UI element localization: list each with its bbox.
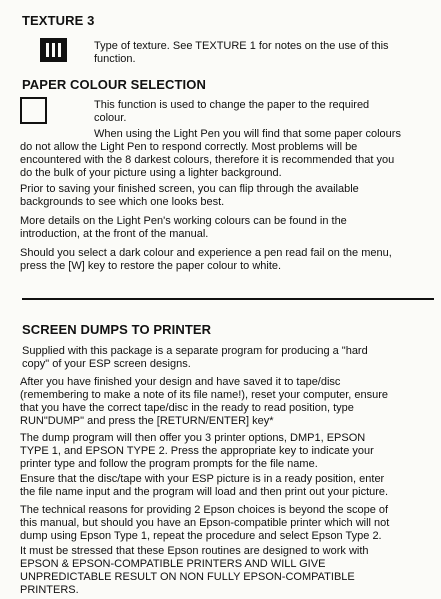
texture-bars-icon — [40, 38, 67, 62]
screen-dumps-para3: The dump program will then offer you 3 printer options, DMP1, EPSON TYPE 1, and EPSON TYPE 2. Press the appropriate key to indicate your printer type and follow the program prompts for the file name. — [20, 432, 374, 470]
screen-dumps-para1: Supplied with this package is a separate program for producing a "hard copy" of your ESP screen designs. — [22, 345, 368, 370]
texture3-description: Type of texture. See TEXTURE 1 for notes on the use of this function. — [94, 40, 389, 65]
paper-colour-para3: More details on the Light Pen's working colours can be found in the introduction, at the front of the manual. — [20, 215, 347, 240]
screen-dumps-para2: After you have finished your design and have saved it to tape/disc (remembering to make a note of its file name!), reset your computer, ensure that you have the correct tape/disc in the ready to read position, type RUN"DUMP" and press the [RETURN/ENTER] key* — [20, 376, 389, 427]
screen-dumps-heading: SCREEN DUMPS TO PRINTER — [22, 322, 212, 337]
paper-colour-para2: Prior to saving your finished screen, you can flip through the available backgrounds to see which one looks best. — [20, 183, 359, 208]
paper-blank-icon — [20, 97, 47, 124]
paper-colour-para4: Should you select a dark colour and experience a pen read fail on the menu, press the [W] key to restore the paper colour to white. — [20, 247, 392, 272]
paper-colour-description: This function is used to change the paper to the required colour. — [94, 99, 370, 124]
section-divider — [22, 298, 434, 300]
screen-dumps-para4: Ensure that the disc/tape with your ESP picture is in a ready position, enter the file name input and the program will load and then print out your picture. — [20, 473, 389, 498]
screen-dumps-para6: It must be stressed that these Epson routines are designed to work with EPSON & EPSON-COMPATIBLE PRINTERS AND WILL GIVE UNPREDICTABLE RESULT ON NON FULLY EPSON-COMPATIBLE PRINTERS. — [20, 545, 369, 596]
screen-dumps-para5: The technical reasons for providing 2 Epson choices is beyond the scope of this manual, but should you have an Epson-compatible printer which will not dump using Epson Type 1, repeat the procedure and select Epson Type 2. — [20, 504, 390, 542]
paper-colour-para1: When using the Light Pen you will find that some paper colours do not allow the Light Pen to respond correctly. Most problems will be encountered with the 8 darkest colours, therefore it is recommended that you do the bulk of your picture using a lighter background. — [20, 128, 401, 179]
texture3-heading: TEXTURE 3 — [22, 13, 95, 28]
paper-colour-heading: PAPER COLOUR SELECTION — [22, 77, 206, 92]
